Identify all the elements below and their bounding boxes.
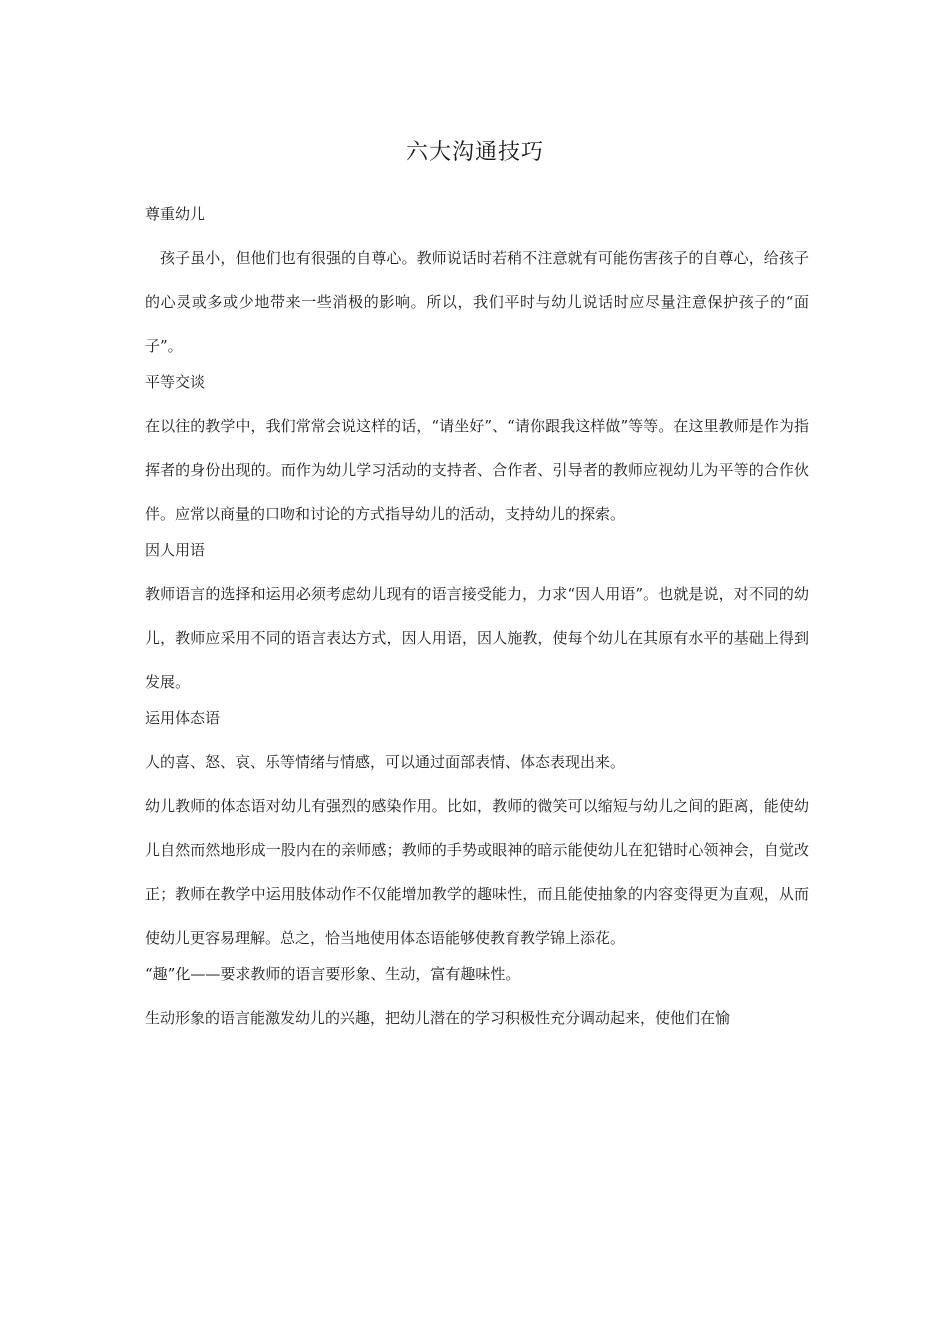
section-heading-individual-language: 因人用语 bbox=[145, 541, 206, 559]
section-paragraph: 教师语言的选择和运用必须考虑幼儿现有的语言接受能力，力求“因人用语”。也就是说，对不同的幼儿，教师应采用不同的语言表达方式，因人用语，因人施教，使每个幼儿在其原有水平的基础上得到发展。 bbox=[145, 585, 809, 691]
section-paragraph: 在以往的教学中，我们常常会说这样的话，“请坐好”、“请你跟我这样做”等等。在这里教师是作为指挥者的身份出现的。而作为幼儿学习活动的支持者、合作者、引导者的教师应视幼儿为平等的合作伙伴。应常以商量的口吻和讨论的方式指导幼儿的活动，支持幼儿的探索。 bbox=[145, 417, 809, 523]
section-heading-respect: 尊重幼儿 bbox=[145, 205, 206, 223]
section-heading-interest: “趣”化——要求教师的语言要形象、生动，富有趣味性。 bbox=[145, 965, 521, 983]
document-title: 六大沟通技巧 bbox=[405, 140, 544, 165]
section-heading-body-language: 运用体态语 bbox=[145, 709, 221, 727]
section-paragraph: 生动形象的语言能激发幼儿的兴趣，把幼儿潜在的学习积极性充分调动起来，使他们在愉 bbox=[145, 1009, 731, 1027]
section-heading-equal-talk: 平等交谈 bbox=[145, 373, 206, 391]
document-body bbox=[145, 200, 809, 1040]
section-paragraph: 孩子虽小，但他们也有很强的自尊心。教师说话时若稍不注意就有可能伤害孩子的自尊心，给孩子的心灵或多或少地带来一些消极的影响。所以，我们平时与幼儿说话时应尽量注意保护孩子的“面子”。 bbox=[145, 249, 809, 355]
section-paragraph: 人的喜、怒、哀、乐等情绪与情感，可以通过面部表情、体态表现出来。 bbox=[145, 753, 626, 771]
section-paragraph: 幼儿教师的体态语对幼儿有强烈的感染作用。比如，教师的微笑可以缩短与幼儿之间的距离，能使幼儿自然而然地形成一股内在的亲师感；教师的手势或眼神的暗示能使幼儿在犯错时心领神会，自觉改正；教师在教学中运用肢体动作不仅能增加教学的趣味性，而且能使抽象的内容变得更为直观，从而使幼儿更容易理解。总之，恰当地使用体态语能够使教育教学锦上添花。 bbox=[145, 797, 809, 947]
